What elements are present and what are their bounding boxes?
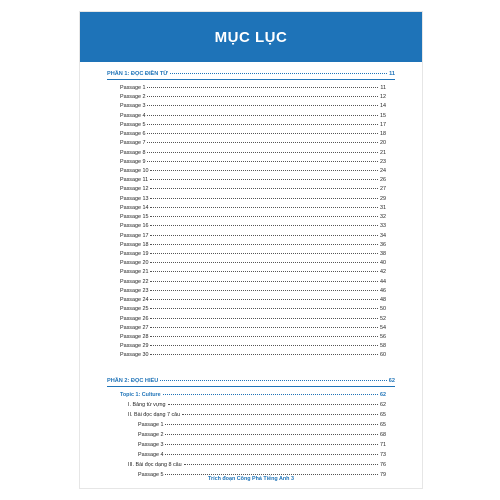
toc-passage-label: Passage 23 [120,287,149,294]
toc-passage-entry[interactable] [120,122,386,129]
toc-passage-label: Passage 5 [120,121,146,128]
toc-passage-label: Passage 8 [120,149,146,156]
toc-passage-page: 24 [380,167,386,174]
toc-passage-label: Passage 3 [120,103,146,110]
toc-passage-entry[interactable] [120,343,386,350]
toc-passage-entry[interactable] [120,103,386,110]
page-title: MỤC LỤC [214,28,288,46]
toc-passage-page: 15 [380,112,386,119]
toc-passage-page: 36 [380,241,386,248]
section-8-label: III. Bài đọc dạng 8 câu [128,462,182,468]
part-1-entry[interactable] [107,71,395,78]
toc-passage-page: 48 [380,297,386,304]
part-2-page: 62 [388,378,395,384]
toc-passage-label: Passage 18 [120,241,149,248]
toc-passage-entry[interactable] [138,452,386,459]
toc-passage-page: 60 [380,352,386,359]
toc-passage-page: 12 [380,94,386,101]
toc-passage-label: Passage 24 [120,297,149,304]
toc-passage-page: 65 [380,422,386,428]
toc-passage-page: 40 [380,260,386,267]
toc-passage-entry[interactable] [120,177,386,184]
toc-passage-label: Passage 7 [120,140,146,147]
toc-passage-page: 17 [380,121,386,128]
toc-passage-label: Passage 6 [120,131,146,138]
section-7-label: II. Bài đọc dạng 7 câu [128,412,181,418]
toc-passage-label: Passage 20 [120,260,149,267]
toc-passage-page: 26 [380,177,386,184]
part-2-rule [107,386,395,387]
toc-passage-entry[interactable] [120,205,386,212]
toc-passage-label: Passage 30 [120,352,149,359]
toc-passage-entry[interactable] [120,113,386,120]
toc-passage-entry[interactable] [120,251,386,258]
toc-passage-entry[interactable] [120,233,386,240]
toc-passage-label: Passage 29 [120,343,149,350]
toc-passage-entry[interactable] [120,186,386,193]
toc-passage-page: 54 [380,324,386,331]
toc-passage-entry[interactable] [120,85,386,92]
section-8-entry[interactable] [128,462,386,469]
toc-passage-page: 29 [380,195,386,202]
part-2-entry[interactable] [107,378,395,385]
toc-passage-label: Passage 2 [138,432,164,438]
toc-passage-label: Passage 10 [120,167,149,174]
toc-passage-entry[interactable] [120,260,386,267]
topic-1-label: Topic 1: Culture [120,392,161,398]
toc-passage-entry[interactable] [120,214,386,221]
toc-passage-page: 73 [380,452,386,458]
toc-passage-entry[interactable] [120,223,386,230]
toc-passage-page: 11 [380,85,386,91]
toc-passage-label: Passage 15 [120,214,149,221]
toc-passage-page: 50 [380,306,386,313]
toc-passage-label: Passage 19 [120,250,149,257]
toc-passage-page: 56 [380,333,386,340]
toc-passage-page: 42 [380,269,386,276]
toc-passage-entry[interactable] [138,442,386,449]
toc-passage-entry[interactable] [120,168,386,175]
section-7-page: 65 [380,412,386,418]
toc-passage-page: 44 [380,278,386,285]
topic-1-page: 62 [380,392,386,398]
toc-passage-label: Passage 26 [120,315,149,322]
part-1-page: 11 [389,71,395,77]
toc-passage-entry[interactable] [120,334,386,341]
part-1-label: PHẦN 1: ĐỌC ĐIỀN TỪ [107,71,168,77]
toc-passage-entry[interactable] [120,196,386,203]
toc-passage-page: 71 [380,442,386,448]
document-page [80,12,422,488]
toc-passage-label: Passage 14 [120,204,149,211]
toc-passage-entry[interactable] [120,159,386,166]
toc-passage-entry[interactable] [138,422,386,429]
toc-passage-entry[interactable] [120,306,386,313]
toc-passage-page: 52 [380,315,386,322]
toc-passage-label: Passage 9 [120,158,146,165]
toc-passage-label: Passage 22 [120,278,149,285]
toc-passage-entry[interactable] [120,316,386,323]
section-vocab-entry[interactable] [128,402,386,409]
toc-passage-entry[interactable] [120,269,386,276]
toc-passage-page: 32 [380,214,386,221]
header-banner [80,12,422,62]
toc-passage-label: Passage 1 [120,85,146,91]
toc-passage-entry[interactable] [120,279,386,286]
toc-passage-page: 46 [380,287,386,294]
toc-passage-label: Passage 21 [120,269,149,276]
toc-passage-label: Passage 4 [138,452,164,458]
toc-passage-label: Passage 5 [138,472,164,478]
toc-passage-page: 27 [380,186,386,193]
part-2-label: PHẦN 2: ĐỌC HIỂU [107,378,159,384]
toc-passage-label: Passage 2 [120,94,146,101]
toc-passage-page: 68 [380,432,386,438]
toc-passage-label: Passage 12 [120,186,149,193]
toc-passage-page: 14 [380,103,386,110]
topic-1-entry[interactable] [120,392,386,399]
toc-passage-entry[interactable] [120,150,386,157]
toc-passage-label: Passage 28 [120,333,149,340]
toc-passage-label: Passage 17 [120,232,149,239]
toc-passage-entry[interactable] [120,325,386,332]
toc-passage-page: 23 [380,158,386,165]
toc-passage-page: 34 [380,232,386,239]
toc-passage-page: 21 [380,149,386,156]
toc-passage-entry[interactable] [120,140,386,147]
toc-passage-label: Passage 25 [120,306,149,313]
toc-passage-page: 79 [380,472,386,478]
toc-passage-label: Passage 1 [138,422,164,428]
part-1-rule [107,79,395,80]
toc-passage-label: Passage 16 [120,223,149,230]
toc-passage-label: Passage 13 [120,195,149,202]
toc-passage-label: Passage 3 [138,442,164,448]
toc-passage-entry[interactable] [120,352,386,359]
toc-passage-label: Passage 4 [120,112,146,119]
section-8-page: 76 [380,462,386,468]
toc-passage-entry[interactable] [120,288,386,295]
section-vocab-label: I. Bảng từ vựng [128,402,166,408]
toc-passage-label: Passage 11 [120,177,149,184]
toc-passage-page: 33 [380,223,386,230]
toc-passage-entry[interactable] [120,297,386,304]
toc-passage-entry[interactable] [138,432,386,439]
page-footer: Trích đoạn Công Phá Tiếng Anh 3 [208,476,294,482]
toc-passage-page: 38 [380,250,386,257]
toc-passage-entry[interactable] [120,242,386,249]
section-vocab-page: 62 [380,402,386,408]
toc-passage-page: 20 [380,140,386,147]
section-7-entry[interactable] [128,412,386,419]
toc-passage-label: Passage 27 [120,324,149,331]
toc-passage-page: 18 [380,131,386,138]
toc-passage-page: 31 [380,204,386,211]
toc-passage-entry[interactable] [120,131,386,138]
toc-passage-page: 58 [380,343,386,350]
toc-passage-entry[interactable] [120,94,386,101]
